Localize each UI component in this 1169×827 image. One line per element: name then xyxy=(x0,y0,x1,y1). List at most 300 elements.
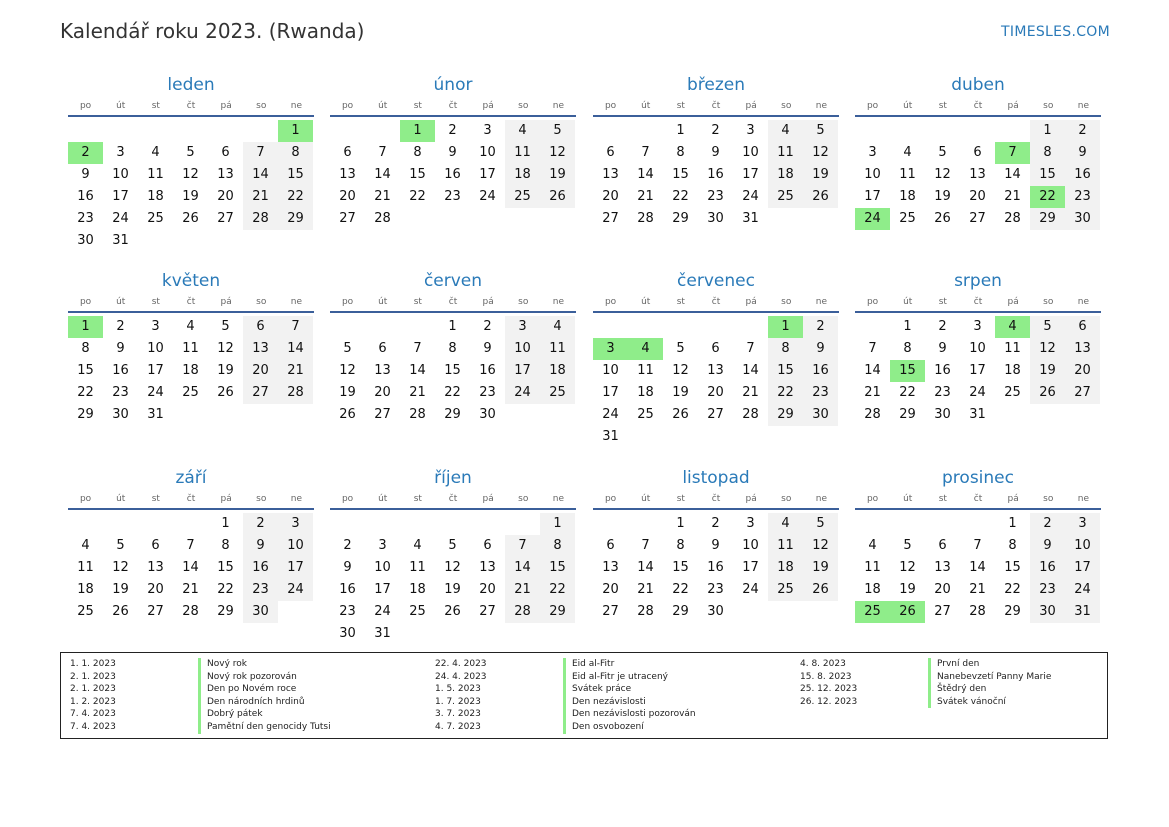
day-cell: 15 xyxy=(1004,560,1021,575)
holiday-row xyxy=(426,658,782,671)
weekday-header xyxy=(855,491,1101,510)
weekday-label: st xyxy=(938,297,947,307)
day-cell: 18 xyxy=(77,582,94,597)
holiday-name: Den národních hrdinů xyxy=(198,696,417,709)
day-cell: 23 xyxy=(479,385,496,400)
month-0 xyxy=(68,72,314,252)
day-cell: 6 xyxy=(483,538,492,553)
day-cell: 3 xyxy=(746,123,755,138)
month-name: srpen xyxy=(954,271,1002,291)
weekday-label: so xyxy=(518,297,529,307)
day-cell: 2 xyxy=(483,319,492,334)
day-cell: 19 xyxy=(803,557,838,579)
day-cell: 29 xyxy=(77,407,94,422)
day-cell: 31 xyxy=(602,429,619,444)
day-cell: 30 xyxy=(77,233,94,248)
weekday-label: so xyxy=(518,101,529,111)
day-grid xyxy=(68,120,314,252)
day-cell: 14 xyxy=(374,167,391,182)
weekday-header xyxy=(593,294,839,313)
day-cell: 15 xyxy=(672,560,689,575)
weekday-header xyxy=(855,98,1101,117)
weekday-label: út xyxy=(903,101,913,111)
day-cell-holiday: 4 xyxy=(628,338,663,360)
day-cell: 9 xyxy=(448,145,457,160)
holiday-row xyxy=(426,721,782,734)
weekday-label: st xyxy=(413,297,422,307)
day-cell: 21 xyxy=(409,385,426,400)
day-cell: 24 xyxy=(112,211,129,226)
day-cell: 30 xyxy=(112,407,129,422)
day-cell: 5 xyxy=(903,538,912,553)
day-cell: 24 xyxy=(374,604,391,619)
day-cell: 23 xyxy=(444,189,461,204)
day-cell: 8 xyxy=(676,145,685,160)
day-cell: 21 xyxy=(742,385,759,400)
day-cell: 27 xyxy=(934,604,951,619)
day-cell: 5 xyxy=(803,120,838,142)
day-cell: 28 xyxy=(505,601,540,623)
day-cell: 7 xyxy=(641,145,650,160)
weekday-header xyxy=(68,491,314,510)
month-3 xyxy=(855,72,1101,230)
day-cell: 2 xyxy=(448,123,457,138)
day-cell: 14 xyxy=(637,167,654,182)
day-cell: 14 xyxy=(742,363,759,378)
day-cell: 20 xyxy=(479,582,496,597)
weekday-label: út xyxy=(903,494,913,504)
day-cell: 6 xyxy=(221,145,230,160)
day-cell: 18 xyxy=(864,582,881,597)
day-cell: 11 xyxy=(182,341,199,356)
weekday-label: pá xyxy=(1007,494,1019,504)
day-cell: 27 xyxy=(339,211,356,226)
day-grid xyxy=(330,120,576,230)
day-cell: 28 xyxy=(182,604,199,619)
weekday-label: čt xyxy=(186,494,196,504)
weekday-label: so xyxy=(256,494,267,504)
day-cell: 10 xyxy=(278,535,313,557)
day-grid xyxy=(855,120,1101,230)
day-cell: 30 xyxy=(707,211,724,226)
day-cell-holiday: 1 xyxy=(68,316,103,338)
day-cell: 9 xyxy=(1065,142,1100,164)
day-empty xyxy=(995,120,1030,142)
day-cell: 24 xyxy=(1065,579,1100,601)
day-cell: 13 xyxy=(934,560,951,575)
holiday-date: 4. 7. 2023 xyxy=(435,721,481,732)
day-cell: 14 xyxy=(243,164,278,186)
day-empty xyxy=(628,120,663,142)
day-empty xyxy=(68,513,103,535)
day-cell: 21 xyxy=(278,360,313,382)
day-cell: 28 xyxy=(278,382,313,404)
day-cell: 16 xyxy=(803,360,838,382)
day-cell: 1 xyxy=(1030,120,1065,142)
weekday-label: so xyxy=(1043,297,1054,307)
day-cell: 4 xyxy=(768,120,803,142)
weekday-label: čt xyxy=(973,494,983,504)
weekday-label: čt xyxy=(711,101,721,111)
day-cell: 14 xyxy=(637,560,654,575)
day-cell: 13 xyxy=(969,167,986,182)
day-cell: 9 xyxy=(1030,535,1065,557)
day-cell: 13 xyxy=(147,560,164,575)
day-empty xyxy=(68,120,103,142)
day-cell: 10 xyxy=(969,341,986,356)
day-cell: 5 xyxy=(221,319,230,334)
day-empty xyxy=(855,513,890,535)
day-cell: 13 xyxy=(217,167,234,182)
day-cell: 16 xyxy=(243,557,278,579)
weekday-label: pá xyxy=(482,297,494,307)
day-cell: 19 xyxy=(182,189,199,204)
day-cell: 22 xyxy=(899,385,916,400)
day-cell: 18 xyxy=(182,363,199,378)
day-cell: 25 xyxy=(637,407,654,422)
day-cell: 5 xyxy=(1030,316,1065,338)
day-cell: 3 xyxy=(378,538,387,553)
day-cell: 9 xyxy=(483,341,492,356)
day-cell: 3 xyxy=(505,316,540,338)
day-cell: 3 xyxy=(151,319,160,334)
day-cell: 20 xyxy=(602,189,619,204)
month-name: únor xyxy=(433,75,473,95)
day-cell: 21 xyxy=(864,385,881,400)
day-cell: 19 xyxy=(540,164,575,186)
day-cell: 10 xyxy=(1065,535,1100,557)
day-empty xyxy=(330,513,365,535)
month-8 xyxy=(68,465,314,623)
day-empty xyxy=(208,120,243,142)
day-cell: 20 xyxy=(243,360,278,382)
day-cell-holiday: 3 xyxy=(593,338,628,360)
day-cell: 22 xyxy=(768,382,803,404)
day-empty xyxy=(243,120,278,142)
weekday-label: pá xyxy=(482,101,494,111)
day-cell: 22 xyxy=(77,385,94,400)
day-cell: 29 xyxy=(540,601,575,623)
holiday-name: Nanebevzetí Panny Marie xyxy=(928,671,1147,684)
holiday-date: 22. 4. 2023 xyxy=(435,659,487,669)
month-name: červenec xyxy=(677,271,755,291)
day-cell: 19 xyxy=(1030,360,1065,382)
day-cell: 28 xyxy=(637,211,654,226)
day-cell: 27 xyxy=(217,211,234,226)
weekday-header xyxy=(330,98,576,117)
day-cell: 23 xyxy=(707,189,724,204)
day-cell: 4 xyxy=(505,120,540,142)
day-cell: 25 xyxy=(1004,385,1021,400)
day-cell: 21 xyxy=(969,582,986,597)
day-cell: 7 xyxy=(868,341,877,356)
day-cell-holiday: 26 xyxy=(890,601,925,623)
day-cell: 23 xyxy=(112,385,129,400)
day-cell: 6 xyxy=(606,145,615,160)
weekday-label: po xyxy=(866,297,879,307)
day-cell: 19 xyxy=(803,164,838,186)
day-cell: 4 xyxy=(81,538,90,553)
weekday-label: so xyxy=(256,101,267,111)
day-cell: 17 xyxy=(112,189,129,204)
weekday-label: po xyxy=(604,297,617,307)
day-cell: 8 xyxy=(413,145,422,160)
day-empty xyxy=(628,513,663,535)
weekday-label: st xyxy=(151,101,160,111)
day-cell: 26 xyxy=(803,579,838,601)
weekday-label: so xyxy=(781,494,792,504)
day-cell: 9 xyxy=(243,535,278,557)
holiday-row xyxy=(426,671,782,684)
weekday-label: ne xyxy=(815,101,828,111)
day-cell: 24 xyxy=(742,189,759,204)
day-cell: 14 xyxy=(409,363,426,378)
day-cell-holiday: 1 xyxy=(400,120,435,142)
day-cell: 12 xyxy=(934,167,951,182)
day-cell: 15 xyxy=(278,164,313,186)
day-cell: 11 xyxy=(637,363,654,378)
day-cell: 9 xyxy=(938,341,947,356)
day-cell: 7 xyxy=(413,341,422,356)
weekday-label: čt xyxy=(973,101,983,111)
day-cell: 22 xyxy=(672,582,689,597)
day-cell: 15 xyxy=(672,167,689,182)
day-cell: 18 xyxy=(147,189,164,204)
day-cell: 29 xyxy=(1030,208,1065,230)
month-10 xyxy=(593,465,839,623)
day-cell: 18 xyxy=(899,189,916,204)
weekday-label: po xyxy=(79,494,92,504)
day-cell: 5 xyxy=(803,513,838,535)
day-cell: 24 xyxy=(742,582,759,597)
day-cell: 13 xyxy=(1065,338,1100,360)
day-cell: 8 xyxy=(768,338,803,360)
day-empty xyxy=(330,120,365,142)
day-cell: 8 xyxy=(903,341,912,356)
day-cell: 12 xyxy=(899,560,916,575)
day-cell: 3 xyxy=(746,516,755,531)
weekday-label: st xyxy=(938,101,947,111)
day-cell: 1 xyxy=(903,319,912,334)
day-cell: 4 xyxy=(540,316,575,338)
month-5 xyxy=(330,268,576,426)
holiday-list xyxy=(60,652,1108,739)
month-name: prosinec xyxy=(942,468,1014,488)
day-cell: 30 xyxy=(707,604,724,619)
day-cell: 20 xyxy=(147,582,164,597)
day-cell: 25 xyxy=(899,211,916,226)
day-cell: 5 xyxy=(116,538,125,553)
weekday-label: út xyxy=(116,101,126,111)
day-cell: 28 xyxy=(742,407,759,422)
day-empty xyxy=(103,120,138,142)
weekday-label: po xyxy=(79,297,92,307)
day-empty xyxy=(138,513,173,535)
day-cell: 8 xyxy=(1030,142,1065,164)
weekday-label: pá xyxy=(1007,297,1019,307)
holiday-row xyxy=(61,721,417,734)
day-cell: 11 xyxy=(540,338,575,360)
day-cell: 21 xyxy=(243,186,278,208)
day-cell: 13 xyxy=(479,560,496,575)
day-cell: 20 xyxy=(339,189,356,204)
day-cell: 5 xyxy=(938,145,947,160)
day-cell: 13 xyxy=(602,560,619,575)
weekday-label: po xyxy=(341,297,354,307)
day-cell: 28 xyxy=(969,604,986,619)
holiday-date: 1. 5. 2023 xyxy=(435,684,481,695)
day-cell: 8 xyxy=(448,341,457,356)
weekday-label: pá xyxy=(745,297,757,307)
weekday-label: čt xyxy=(711,494,721,504)
day-cell: 23 xyxy=(803,382,838,404)
month-9 xyxy=(330,465,576,645)
day-cell: 26 xyxy=(182,211,199,226)
day-cell: 9 xyxy=(116,341,125,356)
day-cell: 17 xyxy=(505,360,540,382)
day-empty xyxy=(365,120,400,142)
day-cell: 19 xyxy=(672,385,689,400)
day-cell: 6 xyxy=(378,341,387,356)
day-cell: 30 xyxy=(243,601,278,623)
day-cell: 18 xyxy=(1004,363,1021,378)
day-empty xyxy=(330,316,365,338)
day-cell: 26 xyxy=(672,407,689,422)
day-cell: 2 xyxy=(803,316,838,338)
weekday-label: čt xyxy=(448,297,458,307)
day-cell: 16 xyxy=(934,363,951,378)
weekday-label: ne xyxy=(552,297,565,307)
day-cell: 5 xyxy=(448,538,457,553)
day-empty xyxy=(628,316,663,338)
day-cell: 18 xyxy=(768,164,803,186)
day-cell: 19 xyxy=(899,582,916,597)
day-cell: 19 xyxy=(112,582,129,597)
month-11 xyxy=(855,465,1101,623)
day-cell: 9 xyxy=(81,167,90,182)
day-cell: 19 xyxy=(339,385,356,400)
day-cell: 3 xyxy=(116,145,125,160)
weekday-label: pá xyxy=(1007,101,1019,111)
site-logo[interactable]: TIMESLES.COM xyxy=(1001,24,1110,40)
day-empty xyxy=(925,120,960,142)
holiday-row xyxy=(426,696,782,709)
day-cell: 20 xyxy=(374,385,391,400)
day-cell: 31 xyxy=(969,407,986,422)
day-cell: 17 xyxy=(742,167,759,182)
day-cell: 7 xyxy=(186,538,195,553)
day-cell: 7 xyxy=(973,538,982,553)
day-cell: 18 xyxy=(540,360,575,382)
weekday-label: ne xyxy=(290,101,303,111)
day-cell: 26 xyxy=(540,186,575,208)
day-cell: 14 xyxy=(969,560,986,575)
day-cell: 21 xyxy=(1004,189,1021,204)
day-cell: 23 xyxy=(1030,579,1065,601)
day-grid xyxy=(593,513,839,623)
holiday-name: Svátek práce xyxy=(563,683,782,696)
day-cell: 19 xyxy=(217,363,234,378)
holiday-date: 7. 4. 2023 xyxy=(70,709,116,720)
day-cell: 6 xyxy=(1065,316,1100,338)
weekday-label: st xyxy=(676,101,685,111)
holiday-row xyxy=(61,671,417,684)
day-cell: 11 xyxy=(77,560,94,575)
day-cell: 12 xyxy=(672,363,689,378)
month-name: listopad xyxy=(682,468,750,488)
day-cell: 22 xyxy=(540,579,575,601)
weekday-label: čt xyxy=(448,494,458,504)
day-cell: 27 xyxy=(969,211,986,226)
day-cell: 16 xyxy=(1065,164,1100,186)
day-cell-holiday: 15 xyxy=(890,360,925,382)
day-cell: 22 xyxy=(672,189,689,204)
weekday-header xyxy=(593,491,839,510)
month-name: říjen xyxy=(434,468,472,488)
day-cell: 28 xyxy=(243,208,278,230)
day-cell: 20 xyxy=(1065,360,1100,382)
day-cell: 28 xyxy=(864,407,881,422)
month-6 xyxy=(593,268,839,448)
month-1 xyxy=(330,72,576,230)
day-cell: 16 xyxy=(339,582,356,597)
weekday-label: st xyxy=(413,101,422,111)
day-cell: 6 xyxy=(151,538,160,553)
day-empty xyxy=(505,513,540,535)
day-cell: 8 xyxy=(676,538,685,553)
day-cell: 12 xyxy=(803,142,838,164)
weekday-label: út xyxy=(903,297,913,307)
holiday-row xyxy=(791,683,1147,696)
holiday-date: 1. 1. 2023 xyxy=(70,659,116,669)
weekday-label: so xyxy=(1043,494,1054,504)
day-cell: 6 xyxy=(938,538,947,553)
day-cell: 16 xyxy=(444,167,461,182)
weekday-label: st xyxy=(151,494,160,504)
day-cell-holiday: 2 xyxy=(68,142,103,164)
holiday-date: 1. 2. 2023 xyxy=(70,696,116,707)
day-cell: 10 xyxy=(479,145,496,160)
holiday-column xyxy=(61,658,417,734)
weekday-label: st xyxy=(413,494,422,504)
day-cell: 29 xyxy=(768,404,803,426)
day-cell: 31 xyxy=(147,407,164,422)
day-cell: 3 xyxy=(973,319,982,334)
day-cell: 10 xyxy=(112,167,129,182)
day-empty xyxy=(173,513,208,535)
day-cell: 13 xyxy=(602,167,619,182)
day-cell: 26 xyxy=(339,407,356,422)
holiday-date: 4. 8. 2023 xyxy=(800,659,846,669)
page-title: Kalendář roku 2023. (Rwanda) xyxy=(60,19,365,43)
day-cell: 7 xyxy=(746,341,755,356)
day-cell: 23 xyxy=(77,211,94,226)
day-cell: 21 xyxy=(637,189,654,204)
day-cell: 5 xyxy=(540,120,575,142)
day-cell: 15 xyxy=(217,560,234,575)
day-cell: 14 xyxy=(505,557,540,579)
day-empty xyxy=(855,120,890,142)
holiday-date: 7. 4. 2023 xyxy=(70,721,116,732)
day-cell: 6 xyxy=(606,538,615,553)
day-cell: 22 xyxy=(1004,582,1021,597)
day-cell: 18 xyxy=(768,557,803,579)
holiday-row xyxy=(426,683,782,696)
day-empty xyxy=(663,316,698,338)
weekday-header xyxy=(593,98,839,117)
day-empty xyxy=(593,316,628,338)
holiday-row xyxy=(61,658,417,671)
